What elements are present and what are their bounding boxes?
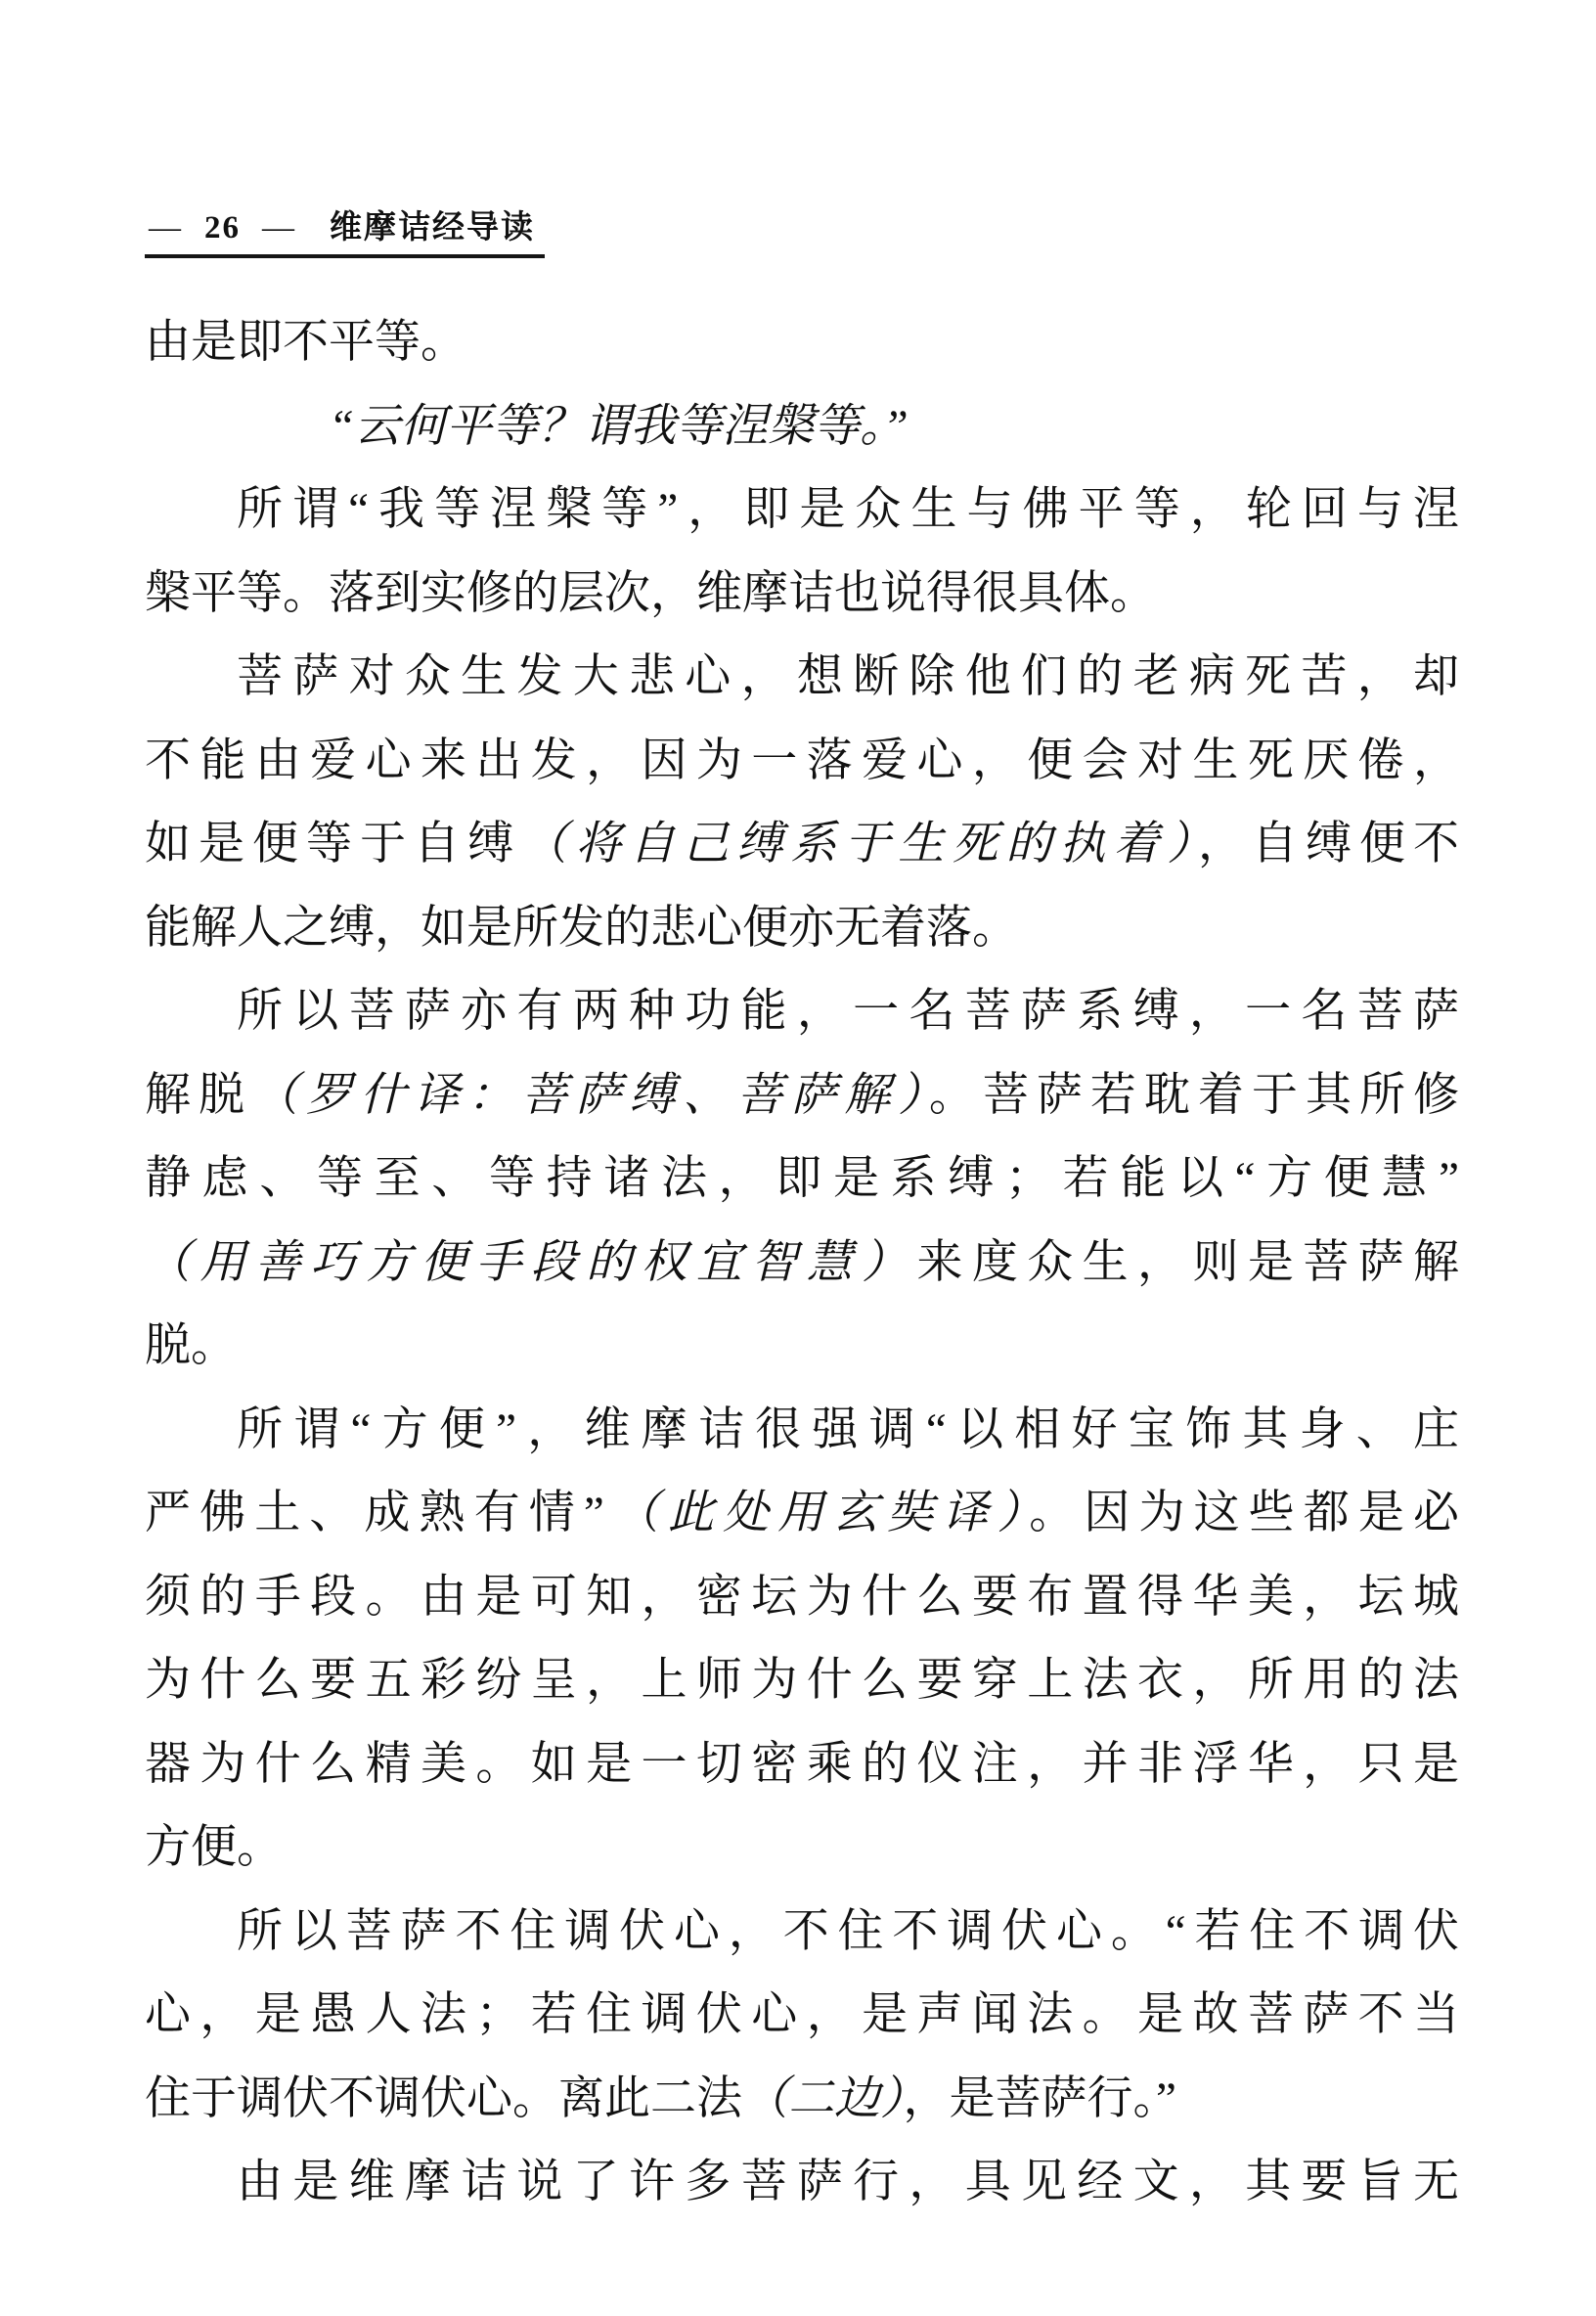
text-line	[145, 2058, 1459, 2142]
text-segment-song: 槃平等。落到实修的层次，维摩诘也说得很具体。	[145, 567, 1156, 619]
text-segment-kai: （罗什译：菩萨缚、菩萨解）	[252, 1069, 929, 1121]
text-line	[145, 2141, 1459, 2225]
text-line	[145, 1305, 1459, 1389]
text-line	[145, 636, 1459, 720]
text-segment-song: 来度众生，则是菩萨解	[916, 1236, 1460, 1288]
page-header	[145, 209, 545, 258]
text-line	[145, 1054, 1459, 1138]
text-segment-song: 静虑、等至、等持诸法，即是系缚；若能以“方便慧”	[145, 1153, 1459, 1204]
text-line	[145, 720, 1459, 804]
text-segment-song: 如是便等于自缚	[145, 819, 522, 869]
text-segment-song: 脱。	[145, 1320, 237, 1371]
page-number: 26	[204, 210, 241, 245]
text-line	[145, 1222, 1459, 1306]
text-segment-song: 。菩萨若耽着于其所修	[928, 1069, 1460, 1121]
book-title: 维摩诘经导读	[330, 210, 535, 245]
text-line	[145, 803, 1459, 887]
text-segment-song: 由是即不平等。	[145, 317, 466, 368]
header-dash-right: —	[262, 210, 296, 245]
text-segment-kai: （二边）	[742, 2072, 904, 2124]
header-dash-left: —	[149, 210, 183, 245]
text-segment-kai: （此处用玄奘译）	[603, 1488, 1030, 1538]
text-segment-kai: “云何平等？谓我等涅槃等。”	[329, 400, 909, 452]
text-line	[145, 301, 1459, 385]
text-line	[145, 553, 1459, 637]
text-segment-song: 所以菩萨亦有两种功能，一名菩萨系缚，一名菩萨	[237, 986, 1459, 1037]
text-segment-song: 为什么要五彩纷呈，上师为什么要穿上法衣，所用的法	[145, 1655, 1459, 1706]
text-line	[145, 1891, 1459, 1975]
text-line	[145, 1723, 1459, 1807]
text-line	[145, 1556, 1459, 1640]
text-segment-song: 能解人之缚，如是所发的悲心便亦无着落。	[145, 902, 1018, 954]
text-line	[145, 1974, 1459, 2058]
text-line	[145, 1389, 1459, 1473]
text-line	[145, 468, 1459, 553]
text-segment-song: 菩萨对众生发大悲心，想断除他们的老病死苦，却	[237, 651, 1459, 702]
body-text	[145, 301, 1459, 2225]
text-segment-song: 不能由爱心来出发，因为一落爱心，便会对生死厌倦，	[145, 735, 1459, 786]
text-segment-song: 严佛土、成熟有情”	[145, 1488, 604, 1538]
text-segment-song: 心，是愚人法；若住调伏心，是声闻法。是故菩萨不当	[145, 1989, 1459, 2040]
text-segment-song: ，是菩萨行。”	[903, 2072, 1176, 2124]
text-segment-song: 住于调伏不调伏心。离此二法	[145, 2072, 742, 2124]
text-line	[145, 887, 1459, 971]
text-segment-song: ，自缚便不	[1197, 819, 1460, 869]
text-segment-song: 所谓“我等涅槃等”，即是众生与佛平等，轮回与涅	[237, 484, 1459, 535]
text-line	[145, 1639, 1459, 1723]
text-line	[145, 1806, 1459, 1891]
text-segment-song: 器为什么精美。如是一切密乘的仪注，并非浮华，只是	[145, 1738, 1459, 1790]
text-segment-song: 所以菩萨不住调伏心，不住不调伏心。“若住不调伏	[237, 1905, 1459, 1957]
text-segment-song: 。因为这些都是必	[1029, 1488, 1459, 1538]
text-line	[145, 385, 1459, 469]
text-segment-song: 解脱	[145, 1069, 253, 1121]
text-segment-song: 须的手段。由是可知，密坛为什么要布置得华美，坛城	[145, 1571, 1459, 1623]
text-line	[145, 970, 1459, 1054]
text-line	[145, 1137, 1459, 1222]
text-segment-song: 所谓“方便”，维摩诘很强调“以相好宝饰其身、庄	[237, 1403, 1459, 1455]
text-segment-song: 方便。	[145, 1822, 283, 1873]
text-segment-song: 由是维摩诘说了许多菩萨行，具见经文，其要旨无	[237, 2157, 1459, 2207]
text-segment-kai: （将自己缚系于生死的执着）	[521, 819, 1198, 869]
text-line	[145, 1472, 1459, 1556]
text-segment-kai: （用善巧方便手段的权宜智慧）	[145, 1236, 917, 1288]
